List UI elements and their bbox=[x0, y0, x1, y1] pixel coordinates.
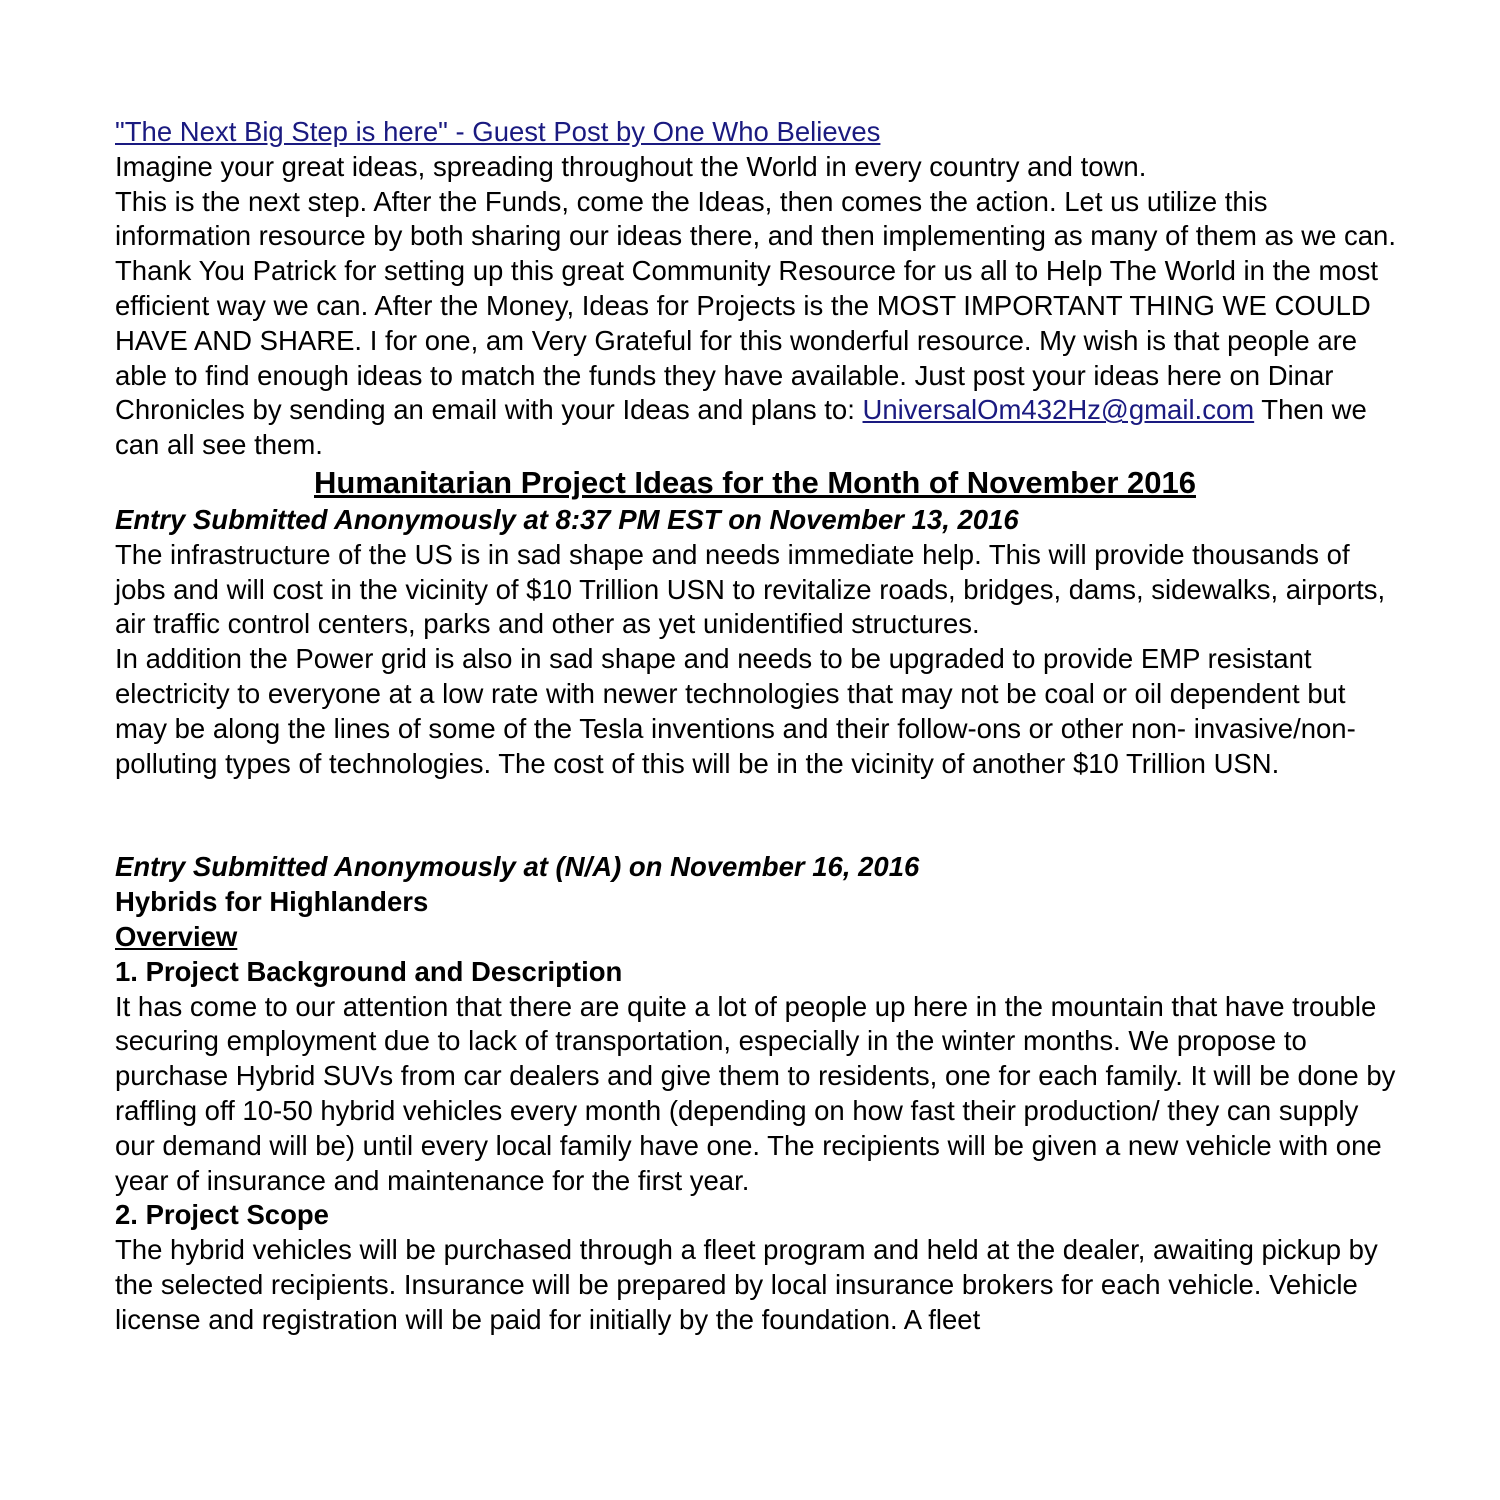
section-spacer bbox=[115, 781, 1405, 850]
intro-line: Imagine your great ideas, spreading throughout the World in every country and town. bbox=[115, 150, 1147, 182]
section-1-heading: 1. Project Background and Description bbox=[115, 955, 623, 987]
section-1-text: It has come to our attention that there are quite a lot of people up here in the mountain that have trouble securing employment due to lack of transportation, especially in the winter months. We propose to purchase Hybrid SUVs from car dealers and give them to residents, one for each family. It will be done by raffling off 10-50 hybrid vehicles every month (depending on how fast their production/ they can supply our demand will be) until every local family have one. The recipients will be given a new vehicle with one year of insurance and maintenance for the first year. bbox=[115, 990, 1396, 1196]
intro-paragraph-tail: Then we can all see them. bbox=[115, 394, 1367, 461]
guest-post-title bbox=[115, 115, 1405, 150]
overview-label: Overview bbox=[115, 920, 238, 952]
guest-post-title-link[interactable]: "The Next Big Step is here" - Guest Post by One Who Believes bbox=[115, 116, 881, 147]
project-title: Hybrids for Highlanders bbox=[115, 886, 429, 918]
document-title: Humanitarian Project Ideas for the Month of November 2016 bbox=[314, 464, 1196, 500]
entry-1-paragraph-1: The infrastructure of the US is in sad shape and needs immediate help. This will provide thousands of jobs and will cost in the vicinity of $10 Trillion USN to revitalize roads, bridges, dams, sidewalks, airports, air traffic control centers, parks and other as yet unidentified structures. bbox=[115, 538, 1386, 640]
section-2-heading: 2. Project Scope bbox=[115, 1199, 329, 1231]
entry-2-heading: Entry Submitted Anonymously at (N/A) on November 16, 2016 bbox=[115, 851, 920, 883]
entry-1-heading: Entry Submitted Anonymously at 8:37 PM EST on November 13, 2016 bbox=[115, 503, 1019, 535]
section-2-text: The hybrid vehicles will be purchased through a fleet program and held at the dealer, awaiting pickup by the selected recipients. Insurance will be prepared by local insurance brokers for each vehicle. Vehicle license and registration will be paid for initially by the foundation. A fleet bbox=[115, 1234, 1378, 1335]
intro-paragraph-text: This is the next step. After the Funds, come the Ideas, then comes the action. Let us utilize this information resource by both sharing our ideas there, and then implementing as many of them as we can. Thank You Patrick for setting up this great Community Resource for us all to Help The World in the most efficient way we can. After the Money, Ideas for Projects is the MOST IMPORTANT THING WE COULD HAVE AND SHARE. I for one, am Very Grateful for this wonderful resource. My wish is that people are able to find enough ideas to match the funds they have available. Just post your ideas here on Dinar Chronicles by sending an email with your Ideas and plans to: bbox=[115, 185, 1396, 426]
email-link[interactable]: UniversalOm432Hz@gmail.com bbox=[862, 394, 1255, 426]
intro-paragraph bbox=[115, 185, 1405, 463]
document-page bbox=[115, 115, 1405, 1338]
entry-1-paragraph-2: In addition the Power grid is also in sad shape and needs to be upgraded to provide EMP resistant electricity to everyone at a low rate with newer technologies that may not be coal or oil dependent but may be along the lines of some of the Tesla inventions and their follow-ons or other non- invasive/non-polluting types of technologies. The cost of this will be in the vicinity of another $10 Trillion USN. bbox=[115, 643, 1356, 779]
